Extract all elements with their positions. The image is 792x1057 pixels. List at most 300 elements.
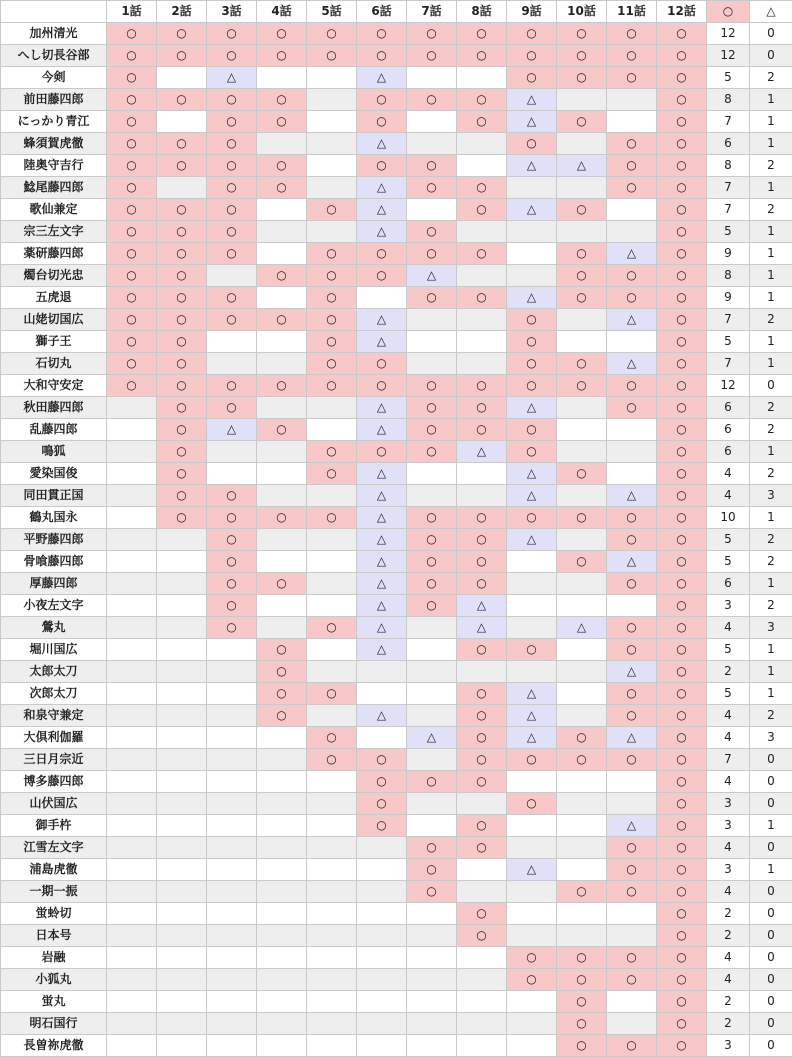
triangle-count: 0 <box>750 749 792 771</box>
table-body <box>1 23 792 1057</box>
table-row <box>1 771 792 793</box>
episode-cell <box>157 67 207 89</box>
episode-cell <box>507 991 557 1013</box>
episode-cell: △ <box>357 639 407 661</box>
episode-cell: △ <box>507 287 557 309</box>
episode-cell: ○ <box>107 199 157 221</box>
circle-count: 5 <box>707 551 750 573</box>
episode-cell: ○ <box>407 507 457 529</box>
episode-cell: ○ <box>657 573 707 595</box>
episode-cell: △ <box>457 617 507 639</box>
episode-cell: ○ <box>257 309 307 331</box>
episode-cell <box>557 661 607 683</box>
triangle-count: 1 <box>750 441 792 463</box>
episode-cell: ○ <box>657 287 707 309</box>
table-row <box>1 463 792 485</box>
character-name: 骨喰藤四郎 <box>1 551 107 573</box>
episode-cell <box>157 1013 207 1035</box>
episode-cell: ○ <box>107 287 157 309</box>
table-row <box>1 969 792 991</box>
episode-cell <box>457 133 507 155</box>
episode-cell <box>407 309 457 331</box>
episode-cell: ○ <box>657 419 707 441</box>
episode-cell <box>607 1013 657 1035</box>
episode-cell: ○ <box>307 683 357 705</box>
table-row <box>1 837 792 859</box>
circle-count: 9 <box>707 243 750 265</box>
episode-cell: ○ <box>557 287 607 309</box>
episode-cell: △ <box>357 397 407 419</box>
episode-cell <box>207 639 257 661</box>
episode-cell <box>307 67 357 89</box>
circle-count: 4 <box>707 969 750 991</box>
episode-cell <box>357 1013 407 1035</box>
episode-cell: ○ <box>157 221 207 243</box>
episode-cell: ○ <box>407 177 457 199</box>
episode-cell: ○ <box>657 903 707 925</box>
episode-cell: △ <box>357 67 407 89</box>
episode-cell: ○ <box>207 485 257 507</box>
episode-cell <box>157 991 207 1013</box>
episode-cell: ○ <box>357 771 407 793</box>
episode-cell <box>557 573 607 595</box>
table-row <box>1 749 792 771</box>
character-name: 平野藤四郎 <box>1 529 107 551</box>
circle-count: 12 <box>707 45 750 67</box>
character-name: 陸奥守吉行 <box>1 155 107 177</box>
triangle-count: 0 <box>750 1035 792 1057</box>
table-row <box>1 903 792 925</box>
episode-cell <box>507 617 557 639</box>
episode-cell: ○ <box>607 617 657 639</box>
episode-cell: ○ <box>607 155 657 177</box>
episode-cell <box>307 595 357 617</box>
episode-cell: ○ <box>307 331 357 353</box>
episode-cell: ○ <box>557 265 607 287</box>
table-row <box>1 419 792 441</box>
episode-cell: ○ <box>107 23 157 45</box>
episode-cell <box>307 991 357 1013</box>
triangle-count: 3 <box>750 727 792 749</box>
character-name: 石切丸 <box>1 353 107 375</box>
episode-header-4: 4話 <box>257 1 307 23</box>
table-row <box>1 1013 792 1035</box>
triangle-count: 1 <box>750 89 792 111</box>
episode-cell: ○ <box>657 199 707 221</box>
character-name: 前田藤四郎 <box>1 89 107 111</box>
table-row <box>1 199 792 221</box>
episode-cell: ○ <box>457 375 507 397</box>
episode-cell <box>307 111 357 133</box>
triangle-count: 0 <box>750 969 792 991</box>
episode-cell <box>207 441 257 463</box>
episode-cell: △ <box>357 463 407 485</box>
episode-cell: ○ <box>207 551 257 573</box>
character-name: 日本号 <box>1 925 107 947</box>
episode-cell: ○ <box>107 221 157 243</box>
episode-cell: ○ <box>157 375 207 397</box>
episode-cell <box>557 331 607 353</box>
episode-cell <box>607 89 657 111</box>
episode-cell: ○ <box>307 287 357 309</box>
episode-cell <box>457 881 507 903</box>
character-name: 太郎太刀 <box>1 661 107 683</box>
episode-cell <box>207 793 257 815</box>
episode-cell: ○ <box>407 441 457 463</box>
table-row <box>1 815 792 837</box>
episode-cell: ○ <box>607 67 657 89</box>
episode-cell <box>407 661 457 683</box>
episode-cell: ○ <box>157 265 207 287</box>
character-name: 江雪左文字 <box>1 837 107 859</box>
episode-cell <box>307 573 357 595</box>
episode-cell: ○ <box>357 265 407 287</box>
episode-cell: ○ <box>507 793 557 815</box>
episode-cell <box>457 793 507 815</box>
episode-cell <box>407 485 457 507</box>
episode-cell: ○ <box>657 353 707 375</box>
episode-cell: ○ <box>657 881 707 903</box>
episode-cell <box>257 947 307 969</box>
episode-cell: ○ <box>207 375 257 397</box>
episode-cell <box>607 925 657 947</box>
episode-cell: △ <box>357 133 407 155</box>
episode-cell: ○ <box>457 815 507 837</box>
episode-cell <box>157 595 207 617</box>
episode-cell <box>407 1013 457 1035</box>
episode-cell <box>557 771 607 793</box>
episode-cell: ○ <box>507 67 557 89</box>
triangle-count-header: △ <box>750 1 792 23</box>
episode-cell: △ <box>357 419 407 441</box>
episode-cell: ○ <box>207 573 257 595</box>
triangle-count: 2 <box>750 551 792 573</box>
episode-cell: ○ <box>157 309 207 331</box>
episode-cell: △ <box>557 155 607 177</box>
episode-cell: ○ <box>607 265 657 287</box>
episode-cell: ○ <box>307 309 357 331</box>
episode-cell: ○ <box>157 331 207 353</box>
episode-cell: ○ <box>607 969 657 991</box>
episode-cell: ○ <box>657 23 707 45</box>
table-row <box>1 221 792 243</box>
episode-cell <box>507 265 557 287</box>
episode-cell: ○ <box>557 375 607 397</box>
circle-count: 8 <box>707 155 750 177</box>
triangle-count: 1 <box>750 111 792 133</box>
episode-cell <box>357 683 407 705</box>
triangle-count: 0 <box>750 23 792 45</box>
episode-cell <box>257 837 307 859</box>
episode-cell <box>107 485 157 507</box>
episode-cell: ○ <box>557 243 607 265</box>
episode-cell <box>257 331 307 353</box>
circle-count: 6 <box>707 573 750 595</box>
episode-cell <box>407 111 457 133</box>
episode-cell <box>307 221 357 243</box>
episode-cell: ○ <box>407 771 457 793</box>
episode-cell <box>357 661 407 683</box>
episode-cell <box>457 947 507 969</box>
episode-cell: △ <box>507 463 557 485</box>
episode-cell: △ <box>357 551 407 573</box>
episode-cell: △ <box>357 529 407 551</box>
table-row <box>1 89 792 111</box>
episode-cell <box>107 419 157 441</box>
episode-cell: ○ <box>457 639 507 661</box>
episode-cell: ○ <box>657 485 707 507</box>
episode-cell <box>257 793 307 815</box>
episode-cell <box>557 903 607 925</box>
episode-cell <box>307 837 357 859</box>
episode-cell: ○ <box>457 397 507 419</box>
episode-cell <box>257 221 307 243</box>
episode-cell: ○ <box>507 309 557 331</box>
episode-cell: ○ <box>357 353 407 375</box>
episode-cell <box>557 221 607 243</box>
episode-cell: △ <box>357 705 407 727</box>
episode-cell: △ <box>357 221 407 243</box>
episode-cell <box>157 1035 207 1057</box>
episode-cell: ○ <box>557 507 607 529</box>
episode-cell: ○ <box>307 617 357 639</box>
episode-cell: ○ <box>607 397 657 419</box>
episode-cell <box>307 771 357 793</box>
episode-cell <box>157 969 207 991</box>
episode-cell: ○ <box>357 89 407 111</box>
episode-cell <box>257 1013 307 1035</box>
episode-cell <box>457 485 507 507</box>
circle-count: 7 <box>707 177 750 199</box>
episode-cell: △ <box>357 331 407 353</box>
episode-cell <box>557 793 607 815</box>
episode-cell <box>557 925 607 947</box>
circle-count: 3 <box>707 595 750 617</box>
table-row <box>1 309 792 331</box>
episode-header-1: 1話 <box>107 1 157 23</box>
episode-cell: ○ <box>507 441 557 463</box>
episode-cell <box>407 683 457 705</box>
episode-cell: ○ <box>607 177 657 199</box>
episode-cell: ○ <box>657 661 707 683</box>
episode-cell <box>207 1035 257 1057</box>
episode-cell <box>557 815 607 837</box>
episode-cell: ○ <box>657 771 707 793</box>
triangle-count: 0 <box>750 1013 792 1035</box>
episode-cell: ○ <box>307 749 357 771</box>
circle-count: 9 <box>707 287 750 309</box>
episode-cell: ○ <box>307 463 357 485</box>
episode-cell: ○ <box>107 177 157 199</box>
episode-cell <box>257 287 307 309</box>
episode-cell: ○ <box>557 551 607 573</box>
episode-cell <box>357 903 407 925</box>
episode-cell <box>157 705 207 727</box>
table-row <box>1 1035 792 1057</box>
episode-cell <box>257 1035 307 1057</box>
episode-header-11: 11話 <box>607 1 657 23</box>
episode-cell <box>107 1013 157 1035</box>
episode-cell: ○ <box>657 837 707 859</box>
character-name: 蛍丸 <box>1 991 107 1013</box>
episode-cell <box>607 903 657 925</box>
episode-cell: △ <box>357 177 407 199</box>
episode-cell: ○ <box>407 287 457 309</box>
episode-cell <box>157 815 207 837</box>
character-name: 明石国行 <box>1 1013 107 1035</box>
circle-count: 4 <box>707 617 750 639</box>
triangle-count: 1 <box>750 683 792 705</box>
episode-cell: ○ <box>657 441 707 463</box>
episode-cell: ○ <box>157 133 207 155</box>
episode-cell <box>107 903 157 925</box>
episode-cell <box>257 925 307 947</box>
episode-cell: ○ <box>257 573 307 595</box>
episode-cell: ○ <box>557 1035 607 1057</box>
episode-cell: ○ <box>657 639 707 661</box>
episode-cell <box>457 859 507 881</box>
table-row <box>1 727 792 749</box>
episode-cell: ○ <box>307 507 357 529</box>
circle-count: 6 <box>707 133 750 155</box>
episode-cell <box>257 903 307 925</box>
episode-cell <box>107 617 157 639</box>
corner-cell <box>1 1 107 23</box>
episode-cell: ○ <box>657 89 707 111</box>
character-name: 次郎太刀 <box>1 683 107 705</box>
episode-cell: △ <box>607 815 657 837</box>
episode-cell: ○ <box>507 353 557 375</box>
episode-cell <box>207 991 257 1013</box>
episode-cell: ○ <box>157 89 207 111</box>
circle-count: 4 <box>707 485 750 507</box>
episode-header-8: 8話 <box>457 1 507 23</box>
episode-cell: ○ <box>657 1035 707 1057</box>
episode-cell <box>607 199 657 221</box>
episode-cell <box>557 441 607 463</box>
table-row <box>1 23 792 45</box>
episode-cell: △ <box>507 529 557 551</box>
episode-cell <box>557 309 607 331</box>
episode-cell: ○ <box>607 859 657 881</box>
episode-cell: ○ <box>557 353 607 375</box>
episode-cell <box>157 903 207 925</box>
episode-cell: ○ <box>157 485 207 507</box>
triangle-count: 0 <box>750 837 792 859</box>
episode-cell: ○ <box>557 881 607 903</box>
episode-cell <box>507 925 557 947</box>
episode-cell: ○ <box>507 133 557 155</box>
episode-cell <box>107 969 157 991</box>
triangle-count: 1 <box>750 287 792 309</box>
episode-cell <box>507 573 557 595</box>
episode-cell: ○ <box>307 727 357 749</box>
episode-cell: ○ <box>557 749 607 771</box>
triangle-count: 1 <box>750 133 792 155</box>
table-row <box>1 507 792 529</box>
episode-cell <box>407 749 457 771</box>
episode-cell <box>507 881 557 903</box>
episode-cell: ○ <box>457 925 507 947</box>
circle-count: 12 <box>707 23 750 45</box>
circle-count: 7 <box>707 749 750 771</box>
episode-cell <box>307 89 357 111</box>
triangle-count: 2 <box>750 529 792 551</box>
table-row <box>1 177 792 199</box>
episode-cell: ○ <box>407 375 457 397</box>
episode-cell: ○ <box>257 45 307 67</box>
episode-cell: ○ <box>657 727 707 749</box>
episode-cell: △ <box>407 727 457 749</box>
episode-cell: ○ <box>107 309 157 331</box>
character-name: 三日月宗近 <box>1 749 107 771</box>
episode-cell: △ <box>357 507 407 529</box>
episode-cell <box>107 397 157 419</box>
episode-cell: ○ <box>207 155 257 177</box>
episode-cell: ○ <box>457 573 507 595</box>
character-name: 大倶利伽羅 <box>1 727 107 749</box>
circle-count: 10 <box>707 507 750 529</box>
table-row <box>1 639 792 661</box>
episode-header-2: 2話 <box>157 1 207 23</box>
episode-cell <box>107 661 157 683</box>
episode-cell: ○ <box>557 727 607 749</box>
episode-cell: ○ <box>657 595 707 617</box>
character-name: 鶯丸 <box>1 617 107 639</box>
episode-cell: ○ <box>557 45 607 67</box>
triangle-count: 2 <box>750 309 792 331</box>
episode-cell <box>307 859 357 881</box>
circle-count: 7 <box>707 353 750 375</box>
episode-cell: ○ <box>657 221 707 243</box>
episode-cell <box>207 705 257 727</box>
episode-cell: ○ <box>607 375 657 397</box>
episode-cell: ○ <box>507 23 557 45</box>
episode-cell <box>307 397 357 419</box>
episode-cell <box>407 793 457 815</box>
episode-cell: ○ <box>107 265 157 287</box>
episode-cell <box>557 133 607 155</box>
circle-count: 3 <box>707 859 750 881</box>
character-name: 愛染国俊 <box>1 463 107 485</box>
episode-cell <box>207 749 257 771</box>
episode-cell: ○ <box>407 45 457 67</box>
episode-cell <box>557 397 607 419</box>
episode-cell: ○ <box>407 837 457 859</box>
episode-cell <box>507 551 557 573</box>
triangle-count: 2 <box>750 155 792 177</box>
episode-cell <box>407 705 457 727</box>
character-name: 博多藤四郎 <box>1 771 107 793</box>
character-name: 乱藤四郎 <box>1 419 107 441</box>
episode-cell: △ <box>357 595 407 617</box>
episode-cell <box>457 265 507 287</box>
episode-cell: ○ <box>457 551 507 573</box>
episode-cell <box>307 969 357 991</box>
triangle-count: 1 <box>750 243 792 265</box>
table-row <box>1 353 792 375</box>
episode-cell: ○ <box>657 551 707 573</box>
episode-cell: ○ <box>607 683 657 705</box>
triangle-count: 1 <box>750 661 792 683</box>
episode-cell: ○ <box>207 529 257 551</box>
episode-cell: ○ <box>657 375 707 397</box>
episode-cell <box>157 639 207 661</box>
episode-cell <box>207 265 257 287</box>
episode-cell: ○ <box>507 419 557 441</box>
episode-cell <box>257 881 307 903</box>
episode-cell <box>107 727 157 749</box>
